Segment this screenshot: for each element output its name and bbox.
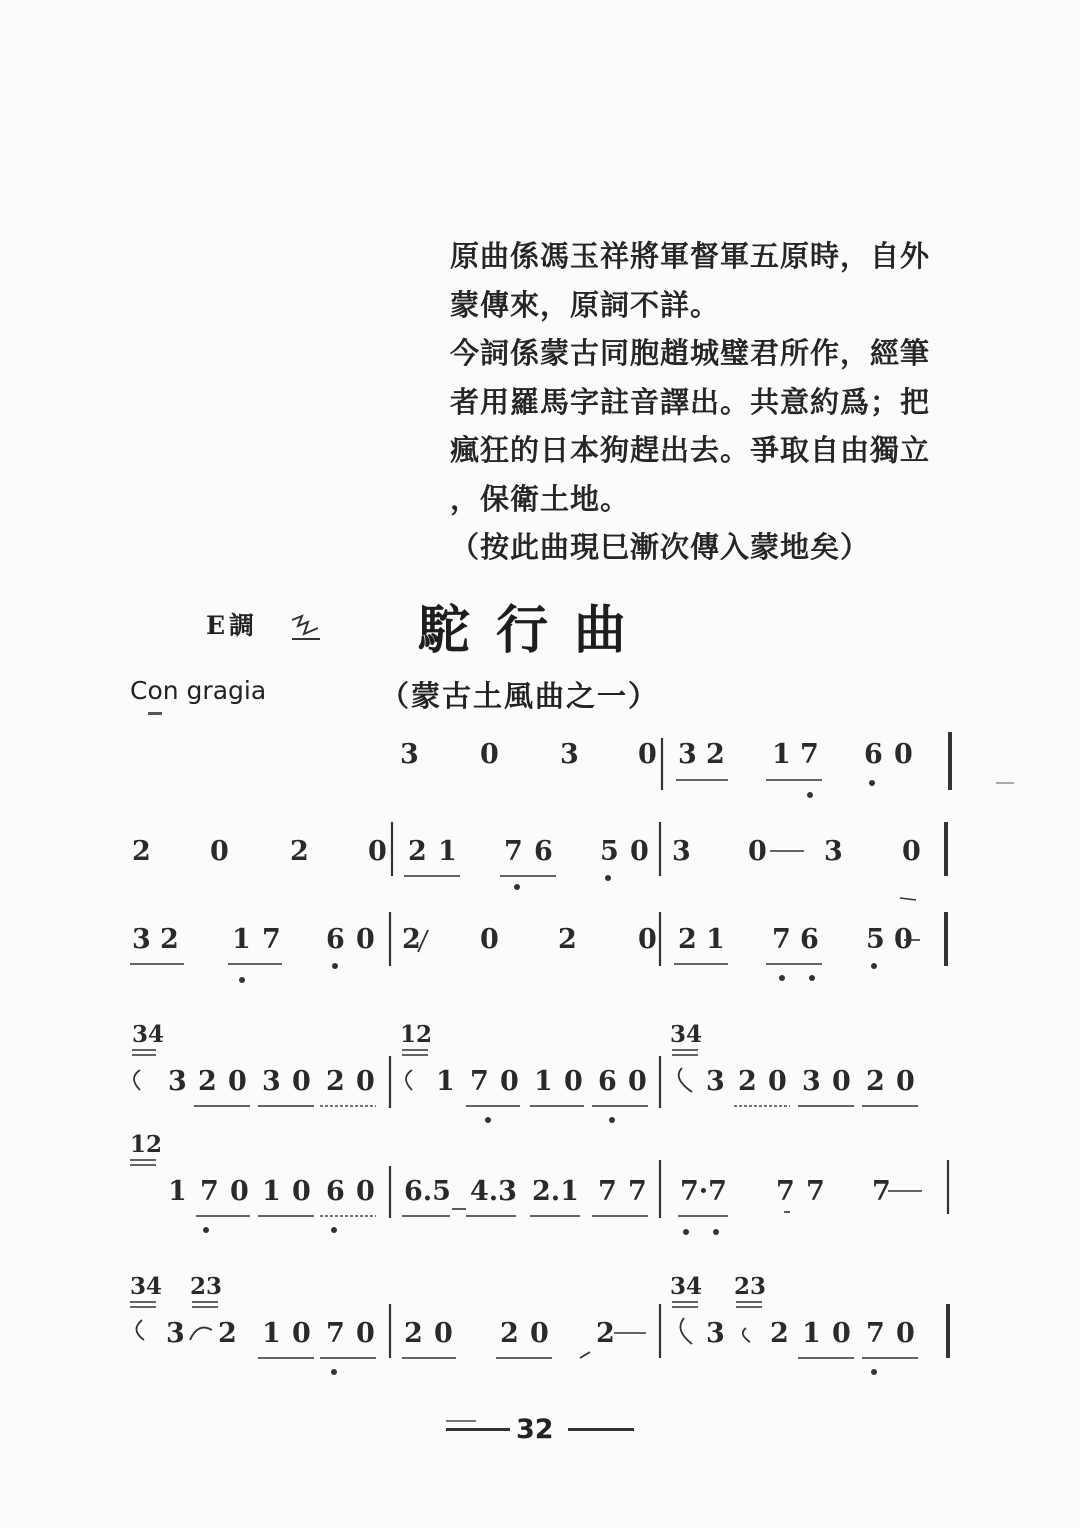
note: 2 [596, 1318, 615, 1349]
note: 6 [326, 924, 345, 955]
note: 2 [326, 1066, 345, 1097]
note: 7 [800, 739, 819, 770]
note: 0 [768, 1066, 787, 1097]
note: 5 [866, 924, 885, 955]
note: 3 [166, 1318, 185, 1349]
note: 0 [480, 739, 499, 770]
note: 5 [600, 836, 619, 867]
note: 0 [530, 1318, 549, 1349]
note: 2 [866, 1066, 885, 1097]
octave-dot [331, 1227, 337, 1233]
note: 7 [470, 1066, 489, 1097]
note: 2 [160, 924, 179, 955]
octave-dot [203, 1227, 209, 1233]
note: 0 [628, 1066, 647, 1097]
note: 0 [292, 1066, 311, 1097]
note: 2 [770, 1318, 789, 1349]
note: 6 [598, 1066, 617, 1097]
note: 0 [500, 1066, 519, 1097]
slur-mark [190, 1328, 212, 1340]
note: 7 [872, 1176, 891, 1207]
note: 7 [806, 1176, 825, 1207]
meter-sign: 34 [670, 1021, 703, 1048]
note: 0 [748, 836, 767, 867]
note: 2 [706, 739, 725, 770]
note: 1 [802, 1318, 821, 1349]
page-number-rule [446, 1428, 510, 1431]
slur-mark [136, 1320, 144, 1340]
octave-dot [809, 975, 815, 981]
slur-mark [743, 1328, 750, 1342]
preface-line: ，保衛土地。 [450, 481, 631, 516]
score-row-5 [130, 1131, 948, 1235]
note: 6 [326, 1176, 345, 1207]
score-row-3 [130, 912, 946, 983]
note: 3 [706, 1066, 725, 1097]
note: 0 [368, 836, 387, 867]
note: 3 [802, 1066, 821, 1097]
note: 0 [832, 1318, 851, 1349]
note: 3 [678, 739, 697, 770]
octave-dot [871, 963, 877, 969]
note: 2 [558, 924, 577, 955]
page-number-rule [568, 1428, 634, 1431]
octave-dot [485, 1117, 491, 1123]
note: 2 [290, 836, 309, 867]
note: 3 [132, 924, 151, 955]
note: 1 [436, 1066, 455, 1097]
note: 3 [560, 739, 579, 770]
note: 0 [832, 1066, 851, 1097]
octave-dot [869, 780, 875, 786]
octave-dot [605, 875, 611, 881]
preface-line: 者用羅馬字註音譯出。共意約爲；把 [450, 384, 931, 419]
note: 3 [706, 1318, 725, 1349]
note: 7 [504, 836, 523, 867]
note: 0 [356, 1176, 375, 1207]
note: 0 [356, 924, 375, 955]
preface-line: 今詞係蒙古同胞趙城璧君所作，經筆 [450, 336, 931, 370]
note: 0 [356, 1066, 375, 1097]
note: 0 [434, 1318, 453, 1349]
note: 0 [292, 1176, 311, 1207]
meter-sign: 12 [400, 1021, 433, 1048]
note: 7 [326, 1318, 345, 1349]
note: 7 [776, 1176, 795, 1207]
note: 2 [500, 1318, 519, 1349]
meter-sign: 34 [132, 1021, 165, 1048]
note: 7 [200, 1176, 219, 1207]
octave-dot [683, 1229, 689, 1235]
octave-dot [609, 1117, 615, 1123]
slur-mark [134, 1070, 140, 1090]
octave-dot [514, 884, 520, 890]
note: 3 [168, 1066, 187, 1097]
preface-line: 原曲係馮玉祥將軍督軍五原時，自外 [450, 239, 931, 273]
note: 0 [210, 836, 229, 867]
song-title: 駝行曲 [418, 600, 653, 661]
note: 7 [628, 1176, 647, 1207]
note: 0 [896, 1318, 915, 1349]
meter-sign: 23 [190, 1273, 223, 1300]
note: 2 [218, 1318, 237, 1349]
note: 3 [262, 1066, 281, 1097]
preface-line: （按此曲現巳漸次傳入蒙地矣） [450, 530, 871, 564]
note: 0 [228, 1066, 247, 1097]
octave-dot [332, 963, 338, 969]
print-speck [996, 782, 1014, 784]
note: 0 [356, 1318, 375, 1349]
meter-sign: 12 [130, 1131, 163, 1158]
octave-dot [807, 792, 813, 798]
page-number-rule [446, 1420, 476, 1422]
note: 0 [638, 739, 657, 770]
note: 2 [402, 924, 421, 955]
note: 1 [772, 739, 791, 770]
note: 0 [894, 739, 913, 770]
note: 2.1 [532, 1176, 579, 1207]
note: 0 [902, 836, 921, 867]
note: 6.5 [404, 1176, 451, 1207]
score-row-4 [132, 1021, 918, 1123]
note: 0 [894, 924, 913, 955]
note: 1 [168, 1176, 187, 1207]
note: 7 [866, 1318, 885, 1349]
note: 0 [630, 836, 649, 867]
octave-dot [331, 1369, 337, 1375]
note: 3 [400, 739, 419, 770]
note: 2 [132, 836, 151, 867]
meter-sign: 23 [734, 1273, 767, 1300]
tempo-marking: Con gragia [130, 676, 267, 705]
note: 1 [232, 924, 251, 955]
handwritten-mark [580, 1352, 590, 1358]
note: 0 [292, 1318, 311, 1349]
key-signature: E調 [206, 611, 259, 640]
note: 1 [534, 1066, 553, 1097]
note: 0 [896, 1066, 915, 1097]
note: 1 [706, 924, 725, 955]
octave-dot [239, 977, 245, 983]
score-row-1 [400, 732, 950, 798]
note: 2 [678, 924, 697, 955]
note: 6 [864, 739, 883, 770]
octave-dot [713, 1229, 719, 1235]
note: 7·7 [680, 1176, 727, 1207]
note: 2 [738, 1066, 757, 1097]
song-subtitle: （蒙古土風曲之一） [380, 679, 660, 713]
octave-dot [779, 975, 785, 981]
note: 6 [534, 836, 553, 867]
preface-line: 蒙傳來，原詞不詳。 [450, 287, 721, 322]
score-row-2 [132, 822, 946, 900]
octave-dot [871, 1369, 877, 1375]
page-number: 32 [516, 1414, 554, 1445]
meter-sign: 34 [130, 1273, 163, 1300]
note: 7 [262, 924, 281, 955]
note: 7 [598, 1176, 617, 1207]
note: 0 [638, 924, 657, 955]
slur-mark [680, 1318, 692, 1344]
note: 3 [824, 836, 843, 867]
score-row-6 [130, 1273, 948, 1375]
note: 1 [438, 836, 457, 867]
note: 2 [408, 836, 427, 867]
note: 3 [672, 836, 691, 867]
print-speck [900, 898, 916, 900]
slur-mark [679, 1068, 692, 1092]
note: 0 [564, 1066, 583, 1097]
note: 4.3 [470, 1176, 517, 1207]
note: 1 [262, 1176, 281, 1207]
note: 0 [230, 1176, 249, 1207]
meter-sign: 34 [670, 1273, 703, 1300]
note: 2 [198, 1066, 217, 1097]
note: 0 [480, 924, 499, 955]
preface-line: 瘋狂的日本狗趕出去。爭取自由獨立 [450, 433, 931, 467]
slur-mark [406, 1070, 412, 1090]
note: 7 [772, 924, 791, 955]
note: 1 [262, 1318, 281, 1349]
note: 6 [800, 924, 819, 955]
note: 2 [404, 1318, 423, 1349]
